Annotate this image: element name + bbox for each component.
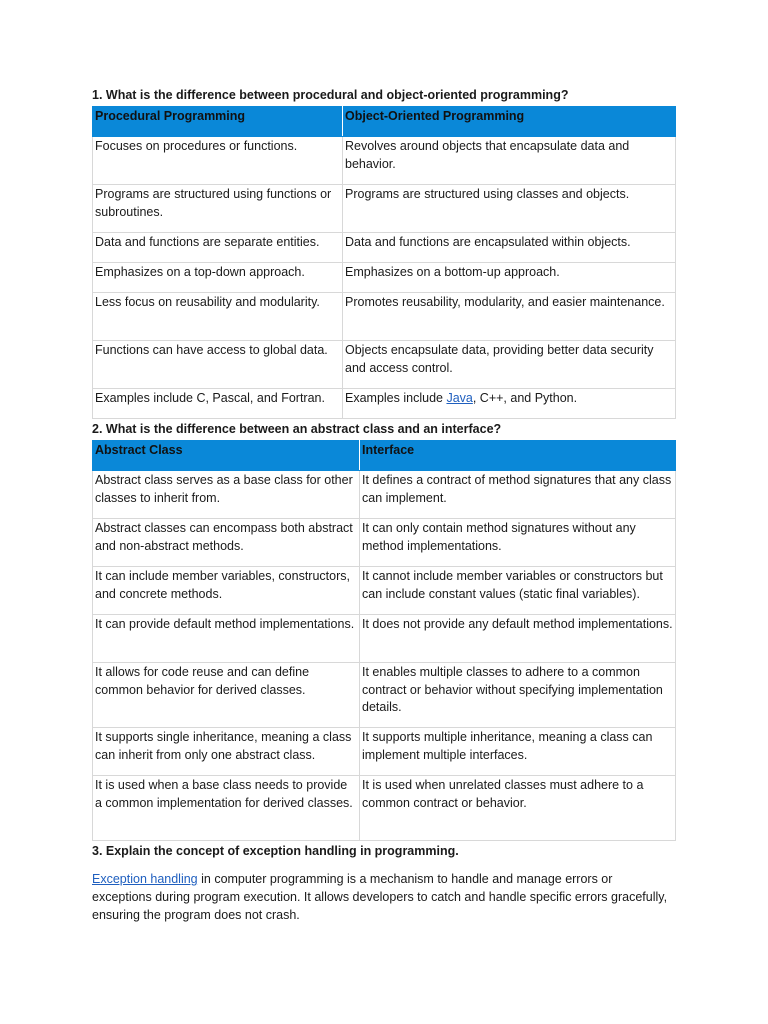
exception-handling-link[interactable]: Exception handling	[92, 872, 198, 886]
table-header-row	[93, 107, 676, 137]
table-row	[93, 776, 676, 841]
table-cell: Objects encapsulate data, providing better data security and access control.	[343, 341, 676, 389]
table-cell: It can include member variables, constructors, and concrete methods.	[93, 567, 360, 615]
table-cell: Data and functions are encapsulated within objects.	[343, 233, 676, 263]
table-cell: It allows for code reuse and can define common behavior for derived classes.	[93, 663, 360, 728]
cell-text: , C++, and Python.	[472, 391, 578, 405]
table-row	[93, 137, 676, 185]
table-cell: It is used when a base class needs to provide a common implementation for derived classes.	[93, 776, 360, 841]
abstract-vs-interface-table	[92, 440, 676, 841]
table-cell	[343, 389, 676, 419]
table-row	[93, 341, 676, 389]
document-page	[92, 86, 675, 924]
table-cell: Revolves around objects that encapsulate data and behavior.	[343, 137, 676, 185]
column-header: Interface	[360, 441, 676, 471]
exception-handling-paragraph	[92, 870, 675, 924]
table-row	[93, 519, 676, 567]
table-cell: It can provide default method implementations.	[93, 615, 360, 663]
paragraph-text: in computer programming is a mechanism to handle and manage errors or exceptions during program execution. It allows developers to catch and handle specific errors gracefully, ensuring the program does not crash.	[92, 872, 668, 922]
table-cell: It is used when unrelated classes must adhere to a common contract or behavior.	[360, 776, 676, 841]
table-cell: It supports multiple inheritance, meaning a class can implement multiple interfaces.	[360, 728, 676, 776]
java-link[interactable]: Java	[446, 391, 473, 405]
table-cell: Promotes reusability, modularity, and easier maintenance.	[343, 293, 676, 341]
table-header-row	[93, 441, 676, 471]
table-row	[93, 663, 676, 728]
table-cell: Abstract classes can encompass both abstract and non-abstract methods.	[93, 519, 360, 567]
column-header: Object-Oriented Programming	[343, 107, 676, 137]
table-row	[93, 728, 676, 776]
procedural-vs-oop-table	[92, 106, 676, 419]
table-cell: Less focus on reusability and modularity.	[93, 293, 343, 341]
table-cell: Data and functions are separate entities.	[93, 233, 343, 263]
table-cell: Programs are structured using classes and objects.	[343, 185, 676, 233]
table-cell: Programs are structured using functions or subroutines.	[93, 185, 343, 233]
question-2-heading: 2. What is the difference between an abstract class and an interface?	[92, 422, 502, 436]
table-row	[93, 233, 676, 263]
column-header: Procedural Programming	[93, 107, 343, 137]
table-cell: Functions can have access to global data.	[93, 341, 343, 389]
table-row	[93, 615, 676, 663]
question-3-heading: 3. Explain the concept of exception handling in programming.	[92, 844, 459, 858]
table-cell: Focuses on procedures or functions.	[93, 137, 343, 185]
table-cell: It enables multiple classes to adhere to a common contract or behavior without specifying implementation details.	[360, 663, 676, 728]
table-cell: It can only contain method signatures without any method implementations.	[360, 519, 676, 567]
table-cell: It supports single inheritance, meaning a class can inherit from only one abstract class.	[93, 728, 360, 776]
cell-text: Examples include	[345, 391, 447, 405]
table-row	[93, 389, 676, 419]
table-row	[93, 263, 676, 293]
table-cell: Emphasizes on a top-down approach.	[93, 263, 343, 293]
column-header: Abstract Class	[93, 441, 360, 471]
table-cell: Examples include C, Pascal, and Fortran.	[93, 389, 343, 419]
question-1-heading: 1. What is the difference between procedural and object-oriented programming?	[92, 88, 569, 102]
table-cell: It defines a contract of method signatures that any class can implement.	[360, 471, 676, 519]
table-row	[93, 185, 676, 233]
table-cell: It does not provide any default method implementations.	[360, 615, 676, 663]
table-row	[93, 567, 676, 615]
table-cell: Emphasizes on a bottom-up approach.	[343, 263, 676, 293]
table-row	[93, 471, 676, 519]
table-cell: It cannot include member variables or constructors but can include constant values (static final variables).	[360, 567, 676, 615]
table-row	[93, 293, 676, 341]
table-cell: Abstract class serves as a base class for other classes to inherit from.	[93, 471, 360, 519]
